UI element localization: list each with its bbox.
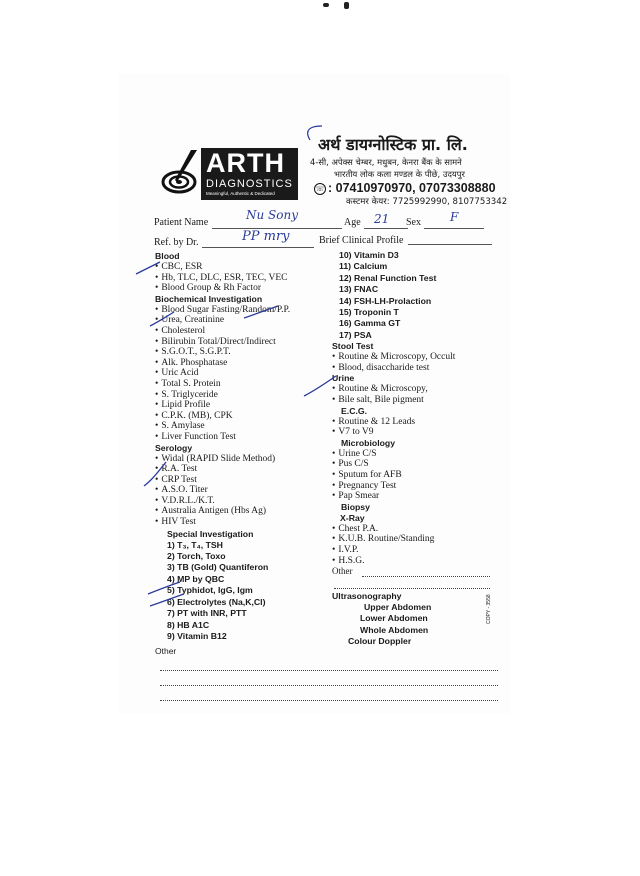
sex-value[interactable]: F (450, 210, 459, 224)
test-item: • Liver Function Test (155, 432, 330, 443)
numbered-test-item: 15) Troponin T (339, 307, 399, 318)
test-item: • Total S. Protein (155, 379, 330, 390)
test-item: • Bilirubin Total/Direct/Indirect (155, 337, 330, 348)
numbered-test-item: 13) FNAC (339, 284, 379, 295)
phone-icon: ☏ (315, 185, 325, 193)
test-item: • HIV Test (155, 517, 330, 528)
patient-name-label: Patient Name (154, 217, 209, 228)
test-item: • CBC, ESR (155, 262, 330, 273)
sex-label: Sex (406, 217, 421, 228)
customer-care: कस्टमर केयर: 7725992990, 8107753342 (346, 197, 508, 207)
section-microbiology: Microbiology (341, 437, 396, 448)
test-item: • CRP Test (155, 475, 330, 486)
test-item: • S. Triglyceride (155, 390, 330, 401)
test-item: • Blood Sugar Fasting/Random/P.P. (155, 305, 330, 316)
test-item: • Chest P.A. (332, 524, 502, 535)
scan-speck (344, 2, 349, 9)
bottom-other-dots-1 (160, 670, 498, 671)
test-item: • V.D.R.L./K.T. (155, 496, 330, 507)
test-item: • C.P.K. (MB), CPK (155, 411, 330, 422)
usg-item: Upper Abdomen (364, 601, 432, 612)
usg-item: Lower Abdomen (360, 613, 428, 624)
logo-sub: DIAGNOSTICS (206, 178, 293, 190)
logo-main: ARTH (206, 148, 285, 178)
special-test-item: 9) Vitamin B12 (167, 630, 227, 641)
usg-item: Whole Abdomen (360, 624, 429, 635)
numbered-test-item: 16) Gamma GT (339, 318, 401, 329)
scan-speck (323, 3, 329, 7)
test-item: • Widal (RAPID Slide Method) (155, 454, 330, 465)
test-item: • Hb, TLC, DLC, ESR, TEC, VEC (155, 273, 330, 284)
special-test-item: 8) HB A1C (167, 619, 210, 630)
ref-line (202, 247, 314, 248)
special-test-item: 1) T₃, T₄, TSH (167, 539, 223, 550)
section-biochemical: Biochemical Investigation (155, 293, 263, 304)
age-line (364, 228, 408, 229)
patient-name-value[interactable]: Nu Sony (246, 208, 298, 222)
logo-tagline: Meaningful, Authentic & Dedicated (206, 191, 275, 196)
test-item: • I.V.P. (332, 545, 502, 556)
numbered-test-item: 17) PSA (339, 329, 372, 340)
section-urine: Urine (332, 373, 355, 384)
test-item: • Alk. Phosphatase (155, 358, 330, 369)
sex-line (424, 228, 484, 229)
test-item: • Cholesterol (155, 326, 330, 337)
age-label: Age (344, 217, 361, 228)
numbered-test-item: 14) FSH-LH-Prolaction (339, 295, 432, 306)
section-ecg: E.C.G. (341, 405, 368, 416)
special-test-item: 3) TB (Gold) Quantiferon (167, 562, 269, 573)
test-item: • S. Amylase (155, 421, 330, 432)
section-xray: X-Ray (340, 512, 365, 523)
test-item: • H.S.G. (332, 556, 502, 567)
test-item: • Lipid Profile (155, 400, 330, 411)
section-stool: Stool Test (332, 341, 374, 352)
test-item: • Routine & Microscopy, Occult (332, 352, 502, 363)
section-special: Special Investigation (167, 528, 254, 539)
test-item: • Bile salt, Bile pigment (332, 395, 502, 406)
numbered-test-item: 12) Renal Function Test (339, 272, 437, 283)
section-serology: Serology (155, 442, 193, 453)
address-line-1: 4-सी, अपेक्स चेम्बर, मधुबन, केनरा बैंक के सामने (310, 157, 462, 167)
test-item: • Pus C/S (332, 459, 502, 470)
address-line-2: भारतीय लोक कला मण्डल के पीछे, उदयपुर (334, 169, 465, 179)
numbered-test-item: 10) Vitamin D3 (339, 250, 399, 260)
right-other-dots-2 (334, 588, 490, 589)
test-item: • Routine & 12 Leads (332, 417, 502, 428)
test-item: • Australia Antigen (Hbs Ag) (155, 506, 330, 517)
test-item: • Pap Smear (332, 491, 502, 502)
test-item: • V7 to V9 (332, 427, 502, 438)
test-item: • K.U.B. Routine/Standing (332, 534, 502, 545)
test-item: • Sputum for AFB (332, 470, 502, 481)
left-column (155, 251, 330, 657)
test-item: • S.G.O.T., S.G.P.T. (155, 347, 330, 358)
test-item: • Urine C/S (332, 449, 502, 460)
special-test-item: 4) MP by QBC (167, 573, 225, 584)
arth-swirl-logo-icon (157, 148, 201, 196)
brief-clinical-line (408, 244, 492, 245)
right-other-label: Other (332, 566, 353, 577)
usg-item: Colour Doppler (348, 635, 412, 646)
special-test-item: 2) Torch, Toxo (167, 551, 226, 562)
right-other-dots (362, 576, 490, 577)
test-item: • A.S.O. Titer (155, 485, 330, 496)
bottom-other-dots-2 (160, 685, 498, 686)
phone-numbers: : 07410970970, 07073308880 (328, 181, 496, 195)
section-blood: Blood (155, 251, 180, 261)
section-biopsy: Biopsy (341, 501, 370, 512)
test-item: • Urea, Creatinine (155, 315, 330, 326)
numbered-test-item: 11) Calcium (339, 261, 388, 272)
ref-label: Ref. by Dr. (154, 237, 199, 248)
copy-code: COPY - 3558 (486, 594, 492, 624)
test-item: • Uric Acid (155, 368, 330, 379)
test-item: • R.A. Test (155, 464, 330, 475)
section-ultrasonography: Ultrasonography (332, 590, 402, 601)
company-name-hindi: अर्थ डायग्नोस्टिक प्रा. लि. (318, 135, 468, 154)
bottom-other-dots-3 (160, 700, 498, 701)
test-item: • Blood, disaccharide test (332, 363, 502, 374)
test-item: • Routine & Microscopy, (332, 384, 502, 395)
test-item: • Pregnancy Test (332, 481, 502, 492)
special-test-item: 7) PT with INR, PTT (167, 608, 247, 619)
special-test-item: 6) Electrolytes (Na,K,Cl) (167, 596, 266, 607)
test-item: • Blood Group & Rh Factor (155, 283, 330, 294)
ref-value[interactable]: PP mry (242, 229, 290, 244)
left-other-label: Other (155, 646, 177, 657)
brief-clinical-label: Brief Clinical Profile (319, 235, 404, 246)
special-test-item: 5) Typhidot, IgG, Igm (167, 585, 253, 596)
age-value[interactable]: 21 (374, 212, 390, 226)
